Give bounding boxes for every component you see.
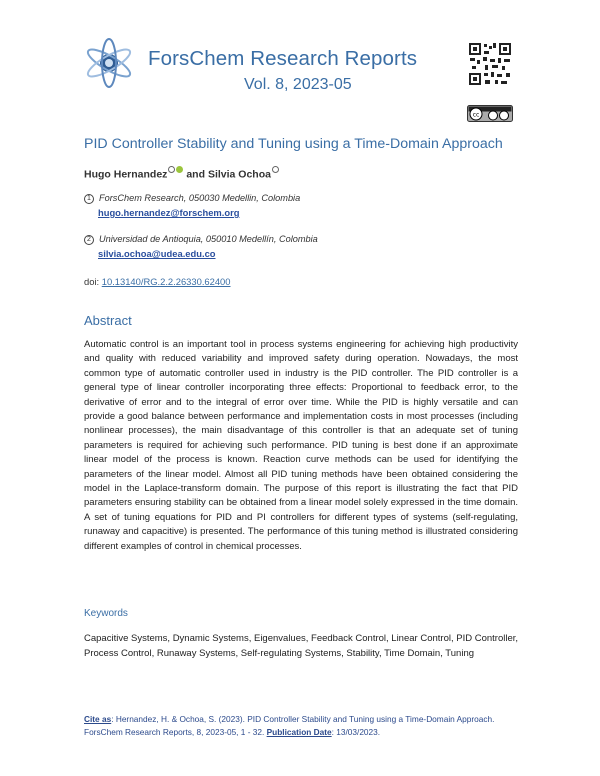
license-badge-icon[interactable] [467, 105, 513, 122]
abstract-heading: Abstract [84, 313, 132, 328]
svg-text:cc: cc [472, 111, 480, 119]
author-name[interactable]: Silvia Ochoa [207, 168, 271, 181]
author-email-link[interactable]: silvia.ochoa@udea.edu.co [98, 248, 216, 259]
journal-logo [84, 38, 134, 88]
affiliation-marker-icon [272, 166, 279, 173]
author-list [84, 166, 279, 181]
author-email-link[interactable]: hugo.hernandez@forschem.org [98, 207, 240, 218]
doi-label: doi: [84, 276, 102, 287]
affiliation-text: Universidad de Antioquia, 050010 Medellín, Colombia [99, 234, 318, 244]
publication-date: : 13/03/2023. [331, 726, 381, 737]
journal-name: ForsChem Research Reports [148, 47, 418, 70]
affiliation [84, 234, 318, 245]
affiliation-marker-icon [168, 166, 175, 173]
publication-date-label: Publication Date [266, 726, 332, 737]
journal-volume: Vol. 8, 2023-05 [244, 76, 352, 93]
keywords-text: Capacitive Systems, Dynamic Systems, Eigenvalues, Feedback Control, Linear Control, PID Controller, Process Control, Runaway Systems, Self-regulating Systems, Stability, Time Domain, Tuning [84, 633, 519, 659]
abstract-text: Automatic control is an important tool in process systems engineering for achieving high productivity and quality with reduced variability and improved safety during operation. Nowadays, the most common type of automatic controller used in industry is the PID controller. The PID controller is a general type of linear controller incorporating three effects: Proportional to feedback error, to the derivative of error and to the integral of error over time. While the PID is highly versatile and can provide a good balance between performance and implementation costs in most processes (including nonlinear processes), the main disadvantage of this controller is that an adequate set of tuning parameters is required for achieving such performance. PID tuning is best done if an approximate linear model of the process is known. Reaction curve methods can be used for identifying the parameters of the linear model. Almost all PID tuning methods have been obtained considering the model in the Laplace-transform domain. The purpose of this report is illustrating the fact that PID parameters ensuring stability can be obtained from a linear model solely expressed in the time domain. A set of tuning equations for PID and PI controllers for different types of systems (self-regulating, runaway and capacitive) is presented. The performance of this tuning method is illustrated considering different examples of control in chemical processes. [84, 339, 518, 552]
affiliation [84, 193, 300, 204]
author-name[interactable]: Hugo Hernandez [84, 168, 168, 181]
keywords-heading: Keywords [84, 608, 128, 619]
affiliation-text: ForsChem Research, 050030 Medellin, Colombia [99, 193, 301, 203]
cite-label: Cite as [84, 714, 112, 724]
author-connector: and [183, 168, 208, 181]
doi [84, 276, 231, 287]
affiliation-number: 1 [84, 194, 94, 204]
affiliation-number: 2 [84, 235, 94, 245]
paper-title: PID Controller Stability and Tuning using a Time-Domain Approach [84, 136, 503, 152]
cite-text: : Hernandez, H. & Ochoa, S. (2023). PID Controller Stability and Tuning using a Time-Domain Approach. ForsChem Research Reports, 8, 2023-05, 1 - 32. [84, 714, 495, 737]
qr-code[interactable] [468, 42, 512, 86]
citation [84, 713, 518, 738]
doi-link[interactable]: 10.13140/RG.2.2.26330.62400 [101, 276, 231, 287]
